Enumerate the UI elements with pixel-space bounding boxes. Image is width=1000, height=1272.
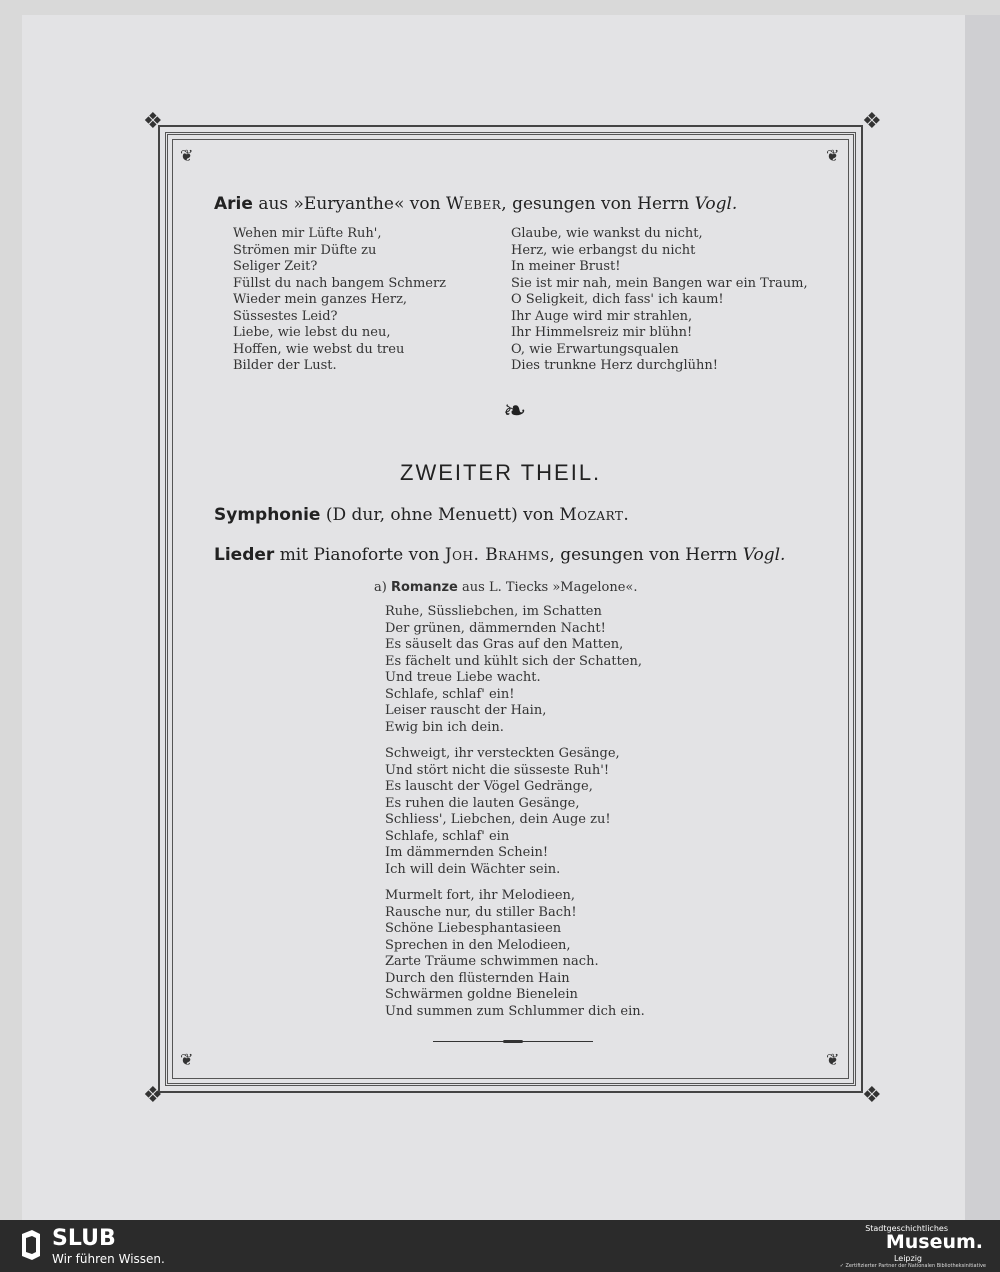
arie-text-left: Wehen mir Lüfte Ruh', Strömen mir Düfte zu Seliger Zeit? Füllst du nach bangem Schmerz Wieder mein ganzes Herz, Süssestes Leid? Liebe, wie lebst du neu, Hoffen, wie webst du treu Bilder der Lust. [233, 226, 447, 373]
museum-city: Leipzig [893, 1254, 922, 1263]
arie-heading: Arie aus »Euryanthe« von Weber, gesungen von Herrn Vogl. [214, 194, 738, 214]
page-edge [965, 15, 1000, 1220]
slub-tagline: Wir führen Wissen. [52, 1252, 165, 1266]
corner-ornament-icon: ❖ [143, 109, 163, 134]
scroll-ornament-icon: ❦ [826, 1050, 840, 1069]
museum-top-label: Stadtgeschichtliches [865, 1224, 948, 1233]
stanza-2: Schweigt, ihr versteckten Gesänge, Und stört nicht die süsseste Ruh'! Es lauscht der Vögel Gedränge, Es ruhen die lauten Gesänge, Schliess', Liebchen, dein Auge zu! Schlafe, schlaf' ein Im dämmernden Schein! Ich will dein Wächter sein. [385, 746, 620, 877]
museum-name: Museum. [885, 1231, 983, 1253]
museum-certification: ✓ Zertifizierter Partner der Nationalen Bibliotheksinitiative [839, 1263, 986, 1269]
lieder-heading: Lieder mit Pianoforte von Joh. Brahms, gesungen von Herrn Vogl. [214, 545, 786, 565]
scroll-ornament-icon: ❦ [826, 146, 840, 165]
leaf-ornament-icon: ❧ [503, 394, 527, 427]
stanza-3: Murmelt fort, ihr Melodieen, Rausche nur, du stiller Bach! Schöne Liebesphantasieen Sprechen in den Melodieen, Zarte Träume schwimmen nach. Durch den flüsternden Hain Schwärmen goldne Bienelein Und summen zum Schlummer dich ein. [385, 888, 645, 1019]
section-title: ZWEITER THEIL. [400, 460, 602, 485]
romanze-heading: a) Romanze aus L. Tiecks »Magelone«. [374, 580, 638, 595]
symphonie-heading: Symphonie (D dur, ohne Menuett) von Mozart. [214, 505, 630, 525]
slub-name: SLUB [52, 1226, 116, 1251]
footer-bar [0, 1220, 1000, 1272]
corner-ornament-icon: ❖ [862, 1083, 882, 1108]
arie-text-right: Glaube, wie wankst du nicht, Herz, wie erbangst du nicht In meiner Brust! Sie ist mir nah, mein Bangen war ein Traum, O Seligkeit, dich fass' ich kaum! Ihr Auge wird mir strahlen, Ihr Himmelsreiz mir blühn! O, wie Erwartungsqualen Dies trunkne Herz durchglühn! [511, 226, 808, 373]
corner-ornament-icon: ❖ [143, 1083, 163, 1108]
stanza-1: Ruhe, Süssliebchen, im Schatten Der grünen, dämmernden Nacht! Es säuselt das Gras auf den Matten, Es fächelt und kühlt sich der Schatten, Und treue Liebe wacht. Schlafe, schlaf' ein! Leiser rauscht der Hain, Ewig bin ich dein. [385, 604, 642, 735]
corner-ornament-icon: ❖ [862, 109, 882, 134]
slub-logo-icon [20, 1230, 42, 1260]
scroll-ornament-icon: ❦ [180, 1050, 194, 1069]
scroll-ornament-icon: ❦ [180, 146, 194, 165]
end-divider [433, 1041, 593, 1043]
